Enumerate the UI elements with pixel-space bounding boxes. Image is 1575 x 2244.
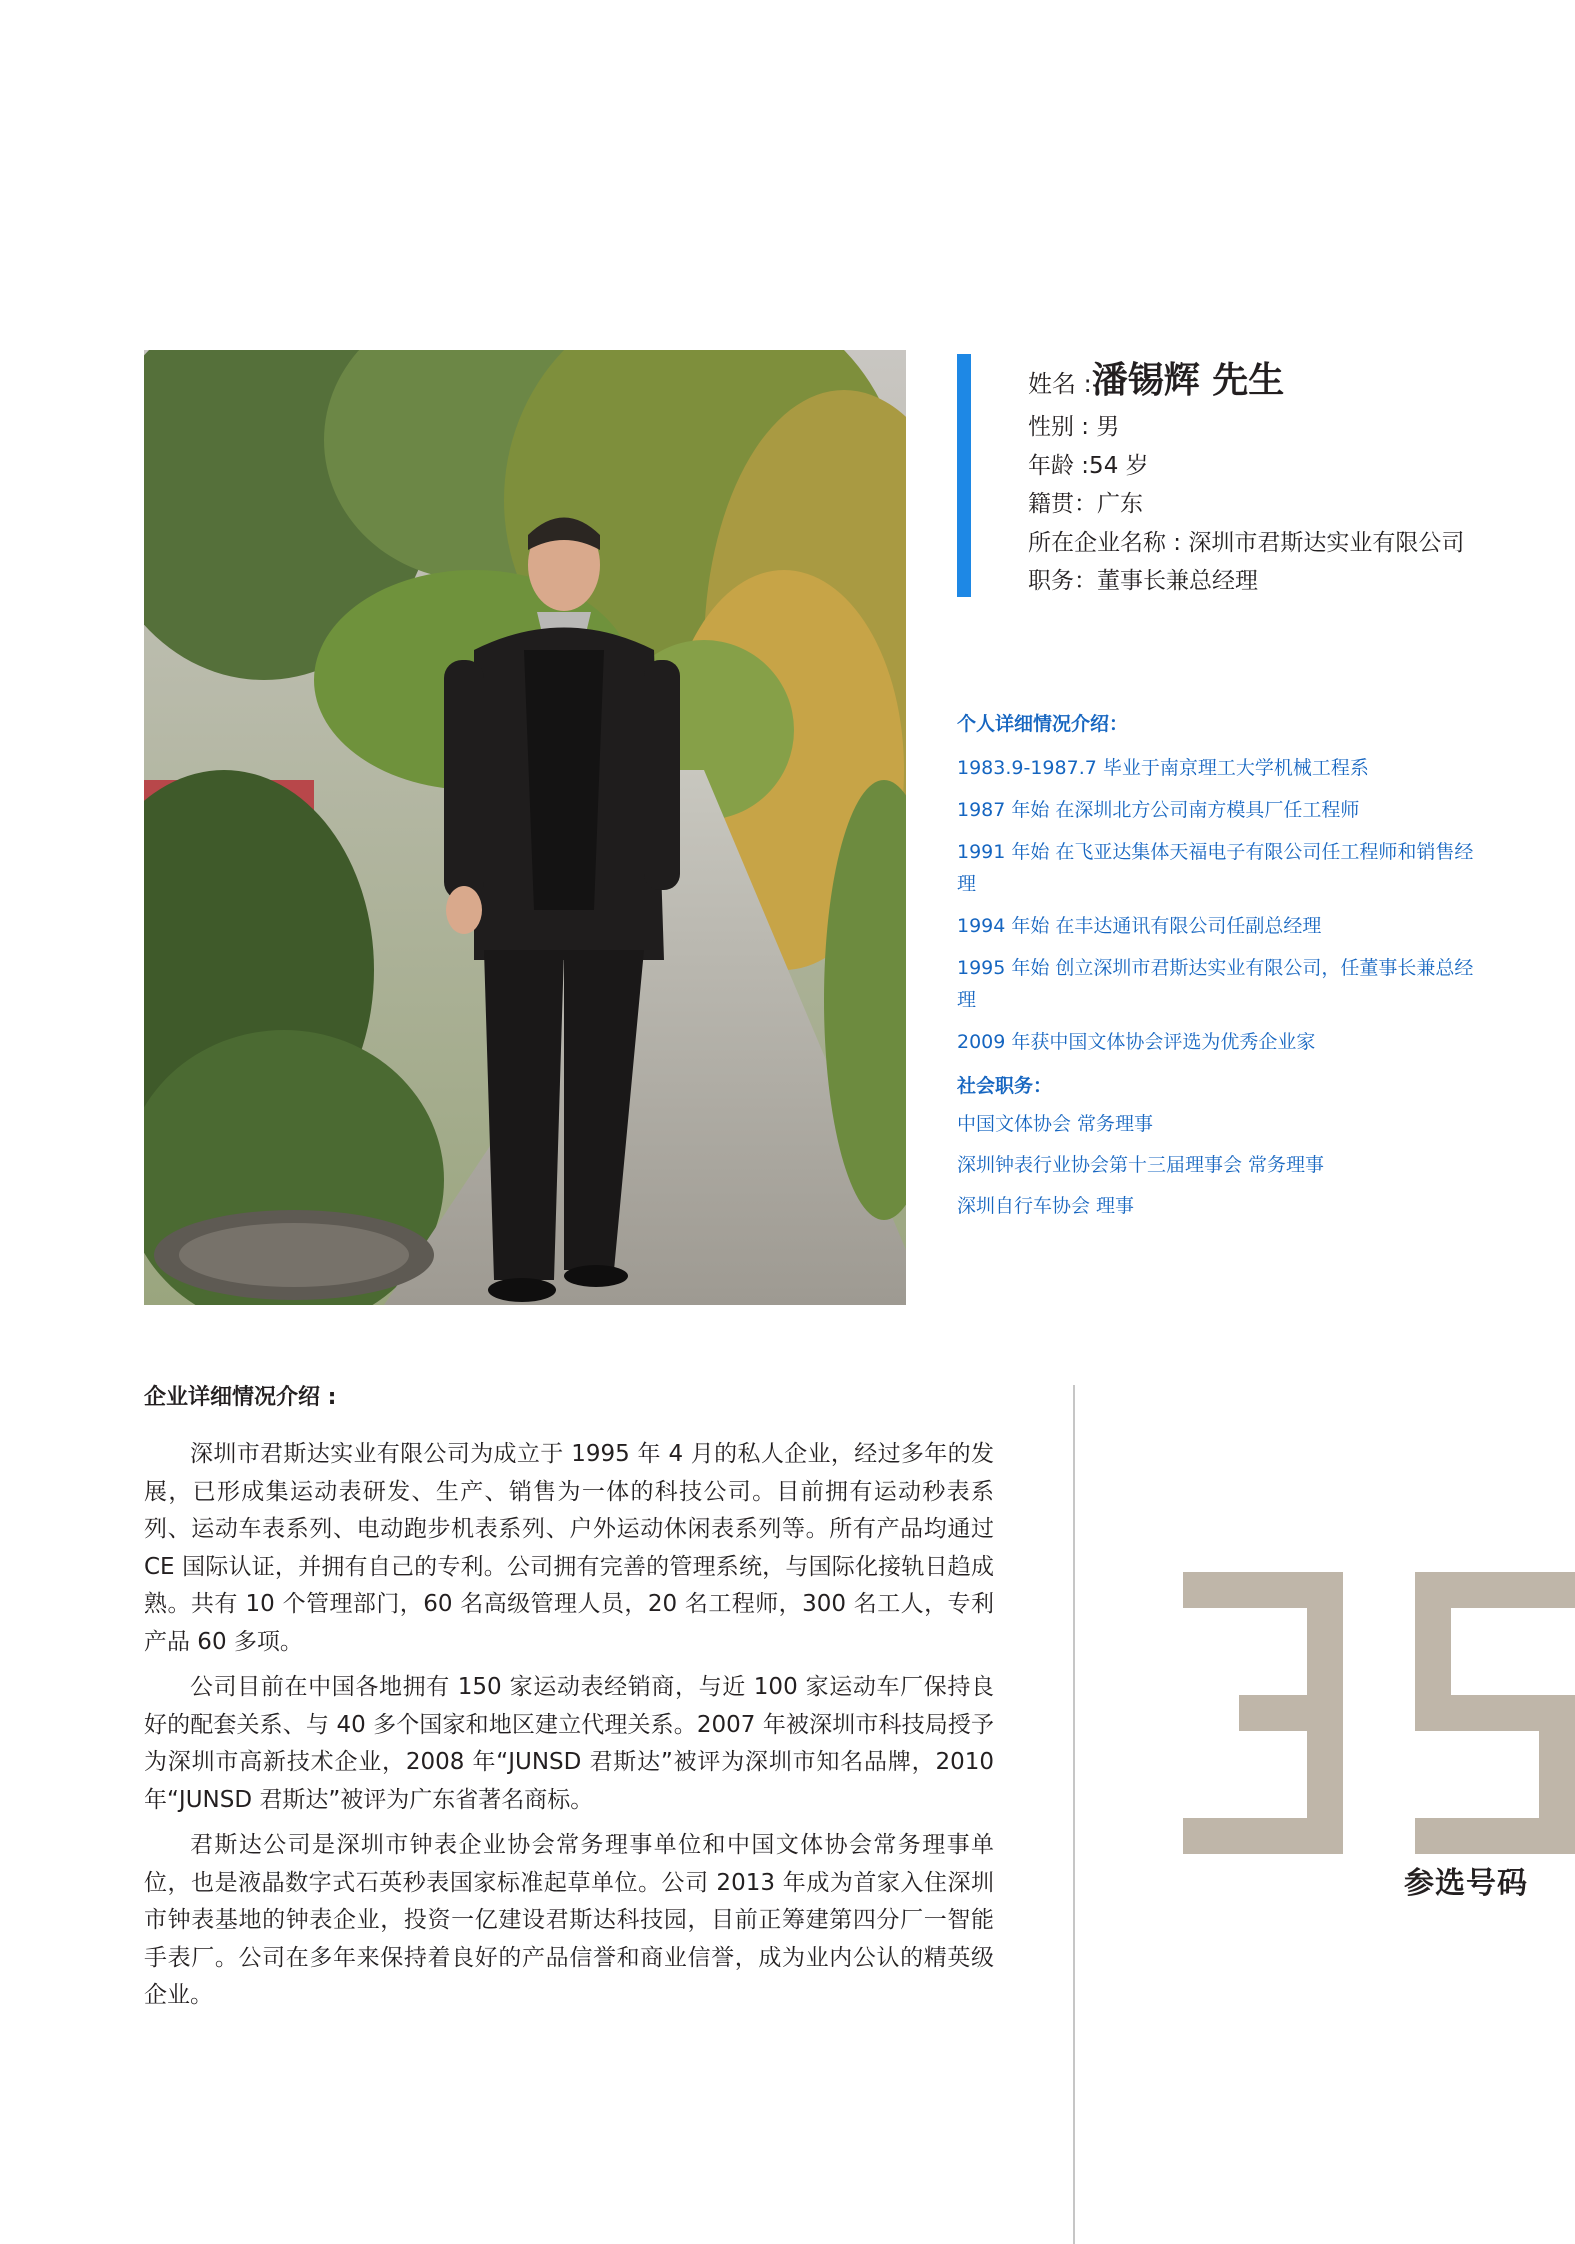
native-place-line: 籍贯：广东 bbox=[1028, 491, 1143, 517]
portrait-illustration bbox=[144, 350, 906, 1305]
bio-heading: 个人详细情况介绍： bbox=[957, 713, 1129, 735]
bio-item: 1994 年始 在丰达通讯有限公司任副总经理 bbox=[957, 915, 1322, 937]
bio-item: 1995 年始 创立深圳市君斯达实业有限公司，任董事长兼总经理 bbox=[957, 957, 1474, 1011]
social-list bbox=[957, 1108, 1477, 1222]
basic-info bbox=[1028, 352, 1548, 601]
candidate-number-label: 参选号码 bbox=[1404, 1866, 1528, 1901]
social-item: 中国文体协会 常务理事 bbox=[957, 1113, 1154, 1135]
name-label: 姓名 : bbox=[1028, 370, 1092, 398]
bio-item: 1983.9-1987.7 毕业于南京理工大学机械工程系 bbox=[957, 757, 1369, 779]
name-line bbox=[1028, 352, 1548, 408]
company-paragraph: 公司目前在中国各地拥有 150 家运动表经销商，与近 100 家运动车厂保持良好的配套关系、与 40 多个国家和地区建立代理关系。2007 年被深圳市科技局授予为深圳市高新技术企业，2008 年“JUNSD 君斯达”被评为深圳市知名品牌，2010 年“JUNSD 君斯达”被评为广东省著名商标。 bbox=[144, 1674, 994, 1813]
bio-item: 1991 年始 在飞亚达集体天福电子有限公司任工程师和销售经理 bbox=[957, 841, 1474, 895]
personal-bio bbox=[957, 706, 1477, 1231]
vertical-divider bbox=[1073, 1385, 1075, 2244]
company-paragraph: 深圳市君斯达实业有限公司为成立于 1995 年 4 月的私人企业，经过多年的发展，已形成集运动表研发、生产、销售为一体的科技公司。目前拥有运动秒表系列、运动车表系列、电动跑步机表系列、户外运动休闲表系列等。所有产品均通过 CE 国际认证，并拥有自己的专利。公司拥有完善的管理系统，与国际化接轨日趋成熟。共有 10 个管理部门，60 名高级管理人员，20 名工程师，300 名工人，专利产品 60 多项。 bbox=[144, 1441, 994, 1655]
bio-item: 1987 年始 在深圳北方公司南方模具厂任工程师 bbox=[957, 799, 1360, 821]
age-line: 年龄 :54 岁 bbox=[1028, 452, 1149, 479]
bio-item: 2009 年获中国文体协会评选为优秀企业家 bbox=[957, 1031, 1316, 1053]
company-heading: 企业详细情况介绍 : bbox=[144, 1385, 337, 1410]
gender-line: 性别 : 男 bbox=[1028, 414, 1120, 440]
position-line: 职务：董事长兼总经理 bbox=[1028, 568, 1258, 594]
social-heading: 社会职务： bbox=[957, 1075, 1053, 1097]
candidate-number-graphic bbox=[1183, 1572, 1575, 1854]
candidate-number bbox=[1183, 1572, 1575, 1854]
name-value: 潘锡辉 先生 bbox=[1091, 360, 1285, 401]
bio-list bbox=[957, 752, 1477, 1058]
company-paragraph: 君斯达公司是深圳市钟表企业协会常务理事单位和中国文体协会常务理事单位，也是液晶数字式石英秒表国家标准起草单位。公司 2013 年成为首家入住深圳市钟表基地的钟表企业，投资一亿建设君斯达科技园，目前正筹建第四分厂一智能手表厂。公司在多年来保持着良好的产品信誉和商业信誉，成为业内公认的精英级企业。 bbox=[144, 1832, 994, 2008]
company-intro bbox=[144, 1378, 994, 2023]
social-item: 深圳钟表行业协会第十三届理事会 常务理事 bbox=[957, 1154, 1325, 1176]
social-item: 深圳自行车协会 理事 bbox=[957, 1195, 1135, 1217]
portrait-photo bbox=[144, 350, 906, 1305]
accent-bar bbox=[957, 354, 971, 597]
company-line: 所在企业名称 : 深圳市君斯达实业有限公司 bbox=[1028, 529, 1465, 556]
